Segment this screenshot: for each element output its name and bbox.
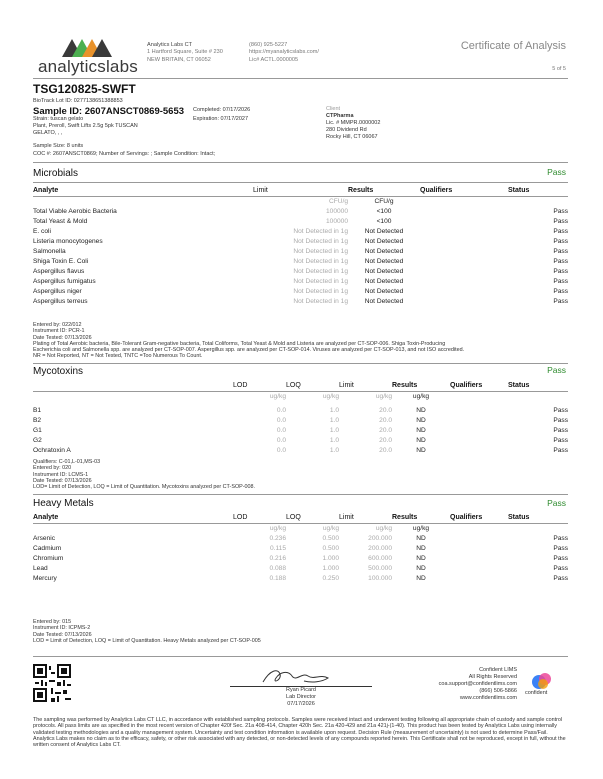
cell-limit: 20.0 (379, 437, 392, 444)
microbials-divider (33, 182, 568, 183)
table-row (33, 237, 568, 247)
unit-loq: ug/kg (322, 525, 339, 532)
cell-result: ND (416, 575, 426, 582)
page-number: 5 of 5 (552, 66, 566, 72)
lab-license: Lic# ACTL.0000005 (249, 56, 299, 63)
cell-limit: Not Detected in 1g (293, 298, 348, 305)
cell-qualifiers_empty (420, 247, 508, 257)
microbials-table (33, 186, 568, 307)
note-line: Escherichia coli and Salmonella spp. are analyzed per CT-SOP-007. Aspergillus spp. are analyzed per CT-SOP-014. Viruses are analyzed per CT-SOP-013, and not ISO accredited. (33, 347, 465, 354)
cell-lod: 0.0 (276, 447, 286, 454)
cell-qualifiers_empty (420, 207, 508, 217)
cell-analyte: Arsenic (33, 535, 55, 542)
mycotoxins-title: Mycotoxins (33, 366, 84, 377)
cell-qualifiers_empty (450, 534, 508, 544)
cell-limit: 20.0 (379, 447, 392, 454)
client-address1: 280 Dividend Rd (326, 127, 367, 133)
cell-analyte: G2 (33, 437, 42, 444)
cell-result: Not Detected (364, 288, 404, 295)
unit-results: ug/kg (412, 393, 430, 400)
cell-result: ND (416, 535, 426, 542)
table-row (33, 257, 568, 267)
mycotoxins-table (33, 381, 568, 456)
cell-result: Not Detected (364, 278, 404, 285)
cell-analyte: Mercury (33, 575, 57, 582)
col-results: Results (348, 187, 374, 194)
cell-qualifiers_empty (420, 277, 508, 287)
cell-loq: 0.250 (322, 575, 339, 582)
cell-result: ND (416, 427, 426, 434)
cell-limit: Not Detected in 1g (293, 238, 348, 245)
cell-status: Pass (553, 218, 568, 225)
cell-limit: 600.000 (368, 555, 392, 562)
cell-status: Pass (553, 427, 568, 434)
sample-details (33, 116, 138, 137)
note-line: NR = Not Reported, NT = Not Tested, TNTC =Too Numerous To Count. (33, 353, 203, 360)
cell-analyte: Chromium (33, 555, 64, 562)
cell-result: ND (416, 545, 426, 552)
col-status: Status (508, 382, 530, 389)
metals-header-row (33, 513, 568, 524)
cell-status: Pass (553, 298, 568, 305)
cell-status: Pass (553, 545, 568, 552)
lab-contact (249, 42, 319, 64)
table-row (33, 207, 568, 217)
cell-limit: 20.0 (379, 407, 392, 414)
cell-analyte: G1 (33, 427, 42, 434)
product-line2: GELATO, , , (33, 130, 63, 136)
cell-qualifiers_empty (450, 426, 508, 436)
cell-limit: 20.0 (379, 427, 392, 434)
cell-analyte: Salmonella (33, 248, 66, 255)
cell-analyte: Total Viable Aerobic Bacteria (33, 208, 117, 215)
mycotoxins-notes (33, 459, 573, 490)
unit-limit: ug/kg (375, 525, 392, 532)
cell-status: Pass (553, 228, 568, 235)
col-analyte: Analyte (33, 187, 59, 194)
col-lod: LOD (233, 514, 248, 521)
lims-rights: All Rights Reserved (468, 674, 517, 680)
cell-analyte: Shiga Toxin E. Coli (33, 258, 89, 265)
col-limit: Limit (253, 187, 268, 194)
mycotoxins-top-divider (33, 363, 568, 364)
cell-status: Pass (553, 258, 568, 265)
unit-lod: ug/kg (269, 525, 286, 532)
col-results: Results (392, 514, 418, 521)
confident-logo-icon (531, 672, 553, 690)
lims-email: coa.support@confidentlims.com (438, 681, 517, 687)
cell-status: Pass (553, 238, 568, 245)
table-row (33, 574, 568, 584)
heavy-metals-title: Heavy Metals (33, 498, 94, 509)
cell-limit: Not Detected in 1g (293, 288, 348, 295)
cell-analyte: Aspergillus fumigatus (33, 278, 96, 285)
note-line: Entered by: 022/012 (33, 322, 82, 328)
heavy-metals-notes (33, 619, 573, 644)
col-limit: Limit (339, 514, 354, 521)
note-line: Qualifiers: C-01,L-01,MS-03 (33, 459, 101, 465)
col-status: Status (508, 514, 530, 521)
cell-qualifiers_empty (420, 287, 508, 297)
cell-qualifiers_empty (450, 554, 508, 564)
cell-analyte: Lead (33, 565, 48, 572)
cell-status: Pass (553, 437, 568, 444)
table-row (33, 426, 568, 436)
cell-loq: 1.000 (322, 565, 339, 572)
cell-analyte: Aspergillus niger (33, 288, 82, 295)
table-row (33, 544, 568, 554)
cell-limit: Not Detected in 1g (293, 228, 348, 235)
cell-qualifiers_empty (450, 436, 508, 446)
table-row (33, 446, 568, 456)
cell-status: Pass (553, 447, 568, 454)
cell-result: Not Detected (364, 238, 404, 245)
strain: Strain: tuscan gelato (33, 116, 84, 122)
cell-limit: Not Detected in 1g (293, 278, 348, 285)
unit-results: CFU/g (374, 198, 394, 205)
cell-analyte: Ochratoxin A (33, 447, 71, 454)
signer-title: Lab Director (286, 694, 316, 700)
cell-analyte: E. coli (33, 228, 51, 235)
lab-name: Analytics Labs CT (147, 42, 193, 48)
cell-result: ND (416, 565, 426, 572)
cell-loq: 1.0 (329, 407, 339, 414)
client-address2: Rocky Hill, CT 06067 (326, 134, 378, 140)
cell-limit: 100000 (325, 208, 348, 215)
unit-limit: ug/kg (375, 393, 392, 400)
cell-qualifiers_empty (450, 574, 508, 584)
mycotoxins-units-row (33, 392, 568, 403)
sample-size: Sample Size: 8 units (33, 143, 84, 149)
cell-analyte: Aspergillus terreus (33, 298, 88, 305)
confident-logo-text: confident (525, 690, 548, 696)
cell-result: ND (416, 447, 426, 454)
cell-status: Pass (553, 555, 568, 562)
disclaimer: The sampling was performed by Analytics Labs CT LLC, in accordance with established sampling protocols. Samples were received intact and underwent testing following all appropriate chain of custody and sample control protocols. All pass limits are as specified in the most recent version of Chapter 420f Sec. 21a 408-414, Chapter 420h Sec. 21a 420-429 and 21a 421j-(1-40). This product has been tested by Analytics Labs using internally validated testing methodologies and a quality management system. Uncertainty and test condition information is available upon request. Decision Rule (measurement of uncertainty) is not used to determine Pass/Fail. Analytics Labs makes no claim as to the efficacy, safety, or other risk associated with any detected, or non-detected levels of any compounds reported herein. This Certificate shall not be reproduced, except in full, without the written consent of Analytics Labs CT. (33, 717, 566, 749)
lab-phone: (860) 925-5227 (249, 42, 288, 48)
col-status: Status (508, 187, 530, 194)
cell-result: Not Detected (364, 298, 404, 305)
cell-limit: Not Detected in 1g (293, 248, 348, 255)
col-loq: LOQ (286, 382, 301, 389)
microbials-header-row (33, 186, 568, 197)
metals-units-row (33, 524, 568, 535)
cell-analyte: Total Yeast & Mold (33, 218, 88, 225)
footer-divider (33, 656, 568, 657)
note-line: Date Tested: 07/13/2026 (33, 334, 92, 341)
cell-status: Pass (553, 417, 568, 424)
col-qualifiers: Qualifiers (420, 187, 453, 194)
cell-limit: 100.000 (368, 575, 392, 582)
note-line: Instrument ID: PCR-1 (33, 328, 85, 335)
cell-result: <100 (376, 208, 392, 215)
logo-text: analyticslabs (38, 57, 138, 76)
cell-qualifiers_empty (420, 257, 508, 267)
note-line: Date Tested: 07/13/2026 (33, 477, 92, 484)
sample-divider (33, 162, 568, 163)
col-lod: LOD (233, 382, 248, 389)
client-label: Client (326, 106, 341, 112)
col-qualifiers: Qualifiers (450, 382, 483, 389)
signer-name: Ryan Picard (286, 687, 316, 693)
col-analyte: Analyte (33, 514, 59, 521)
note-line: Entered by: 020 (33, 465, 72, 472)
sample-id: Sample ID: 2607ANSCT0869-5653 (33, 106, 185, 117)
col-results: Results (392, 382, 418, 389)
cell-status: Pass (553, 407, 568, 414)
cell-analyte: Listeria monocytogenes (33, 238, 103, 245)
cell-lod: 0.115 (269, 545, 286, 552)
cell-limit: 500.000 (368, 565, 392, 572)
completed-date: Completed: 07/17/2026 (193, 107, 251, 113)
cell-result: ND (416, 555, 426, 562)
table-row (33, 554, 568, 564)
note-line: Plating of Total Aerobic bacteria, Bile-Tolerant Gram-negative bacteria, Total Coliforms, Total Yeast & Mold and Listeria are analyzed per CT-SOP-006. Shiga Toxin-Producing (33, 340, 446, 347)
col-qualifiers: Qualifiers (450, 514, 483, 521)
cell-loq: 0.500 (322, 535, 339, 542)
cell-qualifiers_empty (450, 544, 508, 554)
cell-analyte: Aspergillus flavus (33, 268, 85, 275)
unit-loq: ug/kg (322, 393, 339, 400)
cell-lod: 0.088 (269, 565, 286, 572)
cell-loq: 1.000 (322, 555, 339, 562)
document-title: Certificate of Analysis (460, 40, 566, 52)
cell-status: Pass (553, 268, 568, 275)
biotrack-id: BioTrack Lot ID: 0277138651388853 (33, 98, 123, 104)
cell-qualifiers_empty (450, 446, 508, 456)
lab-address2: NEW BRITAIN, CT 06052 (147, 56, 211, 63)
coc: COC #: 2607ANSCT0869; Number of Servings: ; Sample Condition: Intact; (33, 151, 216, 157)
cell-result: Not Detected (364, 258, 404, 265)
cell-status: Pass (553, 248, 568, 255)
cell-lod: 0.216 (269, 555, 286, 562)
cell-qualifiers_empty (420, 217, 508, 227)
col-analyte (33, 381, 233, 392)
cell-status: Pass (553, 208, 568, 215)
cell-status: Pass (553, 535, 568, 542)
mycotoxins-header-row (33, 381, 568, 392)
cell-result: Not Detected (364, 228, 404, 235)
cell-status: Pass (553, 278, 568, 285)
lab-info (147, 42, 223, 64)
note-line: Instrument ID: LCMS-1 (33, 471, 89, 478)
cell-qualifiers_empty (450, 406, 508, 416)
table-row (33, 277, 568, 287)
signature-date: 07/17/2026 (287, 701, 315, 707)
cell-limit: 20.0 (379, 417, 392, 424)
cell-loq: 0.500 (322, 545, 339, 552)
cell-qualifiers_empty (450, 564, 508, 574)
cell-loq: 1.0 (329, 427, 339, 434)
table-row (33, 406, 568, 416)
cell-result: Not Detected (364, 268, 404, 275)
lab-address1: 1 Hartford Square, Suite # 230 (147, 49, 223, 56)
table-row (33, 297, 568, 307)
client-license: Lic. # MMPR.0000002 (326, 120, 381, 126)
cell-qualifiers_empty (420, 227, 508, 237)
client-block (326, 106, 380, 141)
cell-limit: 100000 (325, 218, 348, 225)
signature-block (230, 687, 372, 708)
cell-result: ND (416, 437, 426, 444)
cell-lod: 0.0 (276, 437, 286, 444)
cell-limit: 200.000 (368, 535, 392, 542)
cell-lod: 0.236 (269, 535, 286, 542)
cell-qualifiers_empty (450, 416, 508, 426)
table-row (33, 416, 568, 426)
analytics-labs-logo-icon (62, 37, 112, 57)
cell-limit: Not Detected in 1g (293, 258, 348, 265)
heavy-metals-status: Pass (547, 498, 566, 508)
cell-result: <100 (376, 218, 392, 225)
cell-analyte: B2 (33, 417, 42, 424)
table-row (33, 436, 568, 446)
note-line: Entered by: 015 (33, 619, 72, 625)
cell-analyte: B1 (33, 407, 42, 414)
cell-status: Pass (553, 575, 568, 582)
cell-status: Pass (553, 288, 568, 295)
cell-qualifiers_empty (420, 267, 508, 277)
unit-limit: CFU/g (328, 198, 348, 205)
note-line: LOD= Limit of Detection, LOQ = Limit of Quantitation. Mycotoxins analyzed per CT-SOP-008. (33, 484, 256, 491)
table-row (33, 247, 568, 257)
table-row (33, 534, 568, 544)
sample-code: TSG120825-SWFT (33, 82, 136, 96)
lims-phone: (866) 506-5866 (479, 688, 517, 694)
microbials-notes (33, 322, 573, 360)
col-loq: LOQ (286, 514, 301, 521)
lims-name: Confident LIMS (479, 667, 517, 673)
cell-loq: 1.0 (329, 447, 339, 454)
cell-result: Not Detected (364, 248, 404, 255)
lab-website: https://myanalyticslabs.com/ (249, 49, 319, 56)
cell-limit: Not Detected in 1g (293, 268, 348, 275)
cell-lod: 0.0 (276, 407, 286, 414)
table-row (33, 564, 568, 574)
signature-icon (258, 666, 338, 688)
lims-site: www.confidentlims.com (459, 695, 517, 701)
note-line: LOD = Limit of Detection, LOQ = Limit of Quantitation. Heavy Metals analyzed per CT-SOP-005 (33, 637, 261, 644)
product: Plant, Preroll, Swift Lifts 2.5g 5pk TUSCAN (33, 123, 138, 129)
unit-results: ug/kg (412, 525, 430, 532)
table-row (33, 287, 568, 297)
cell-loq: 1.0 (329, 437, 339, 444)
col-limit: Limit (339, 382, 354, 389)
heavy-metals-table (33, 513, 568, 584)
cell-analyte: Cadmium (33, 545, 62, 552)
cell-status: Pass (553, 565, 568, 572)
cell-result: ND (416, 417, 426, 424)
unit-lod: ug/kg (269, 393, 286, 400)
cell-lod: 0.0 (276, 427, 286, 434)
cell-lod: 0.0 (276, 417, 286, 424)
expiration-date: Expiration: 07/17/2027 (193, 116, 249, 122)
microbials-units-row (33, 197, 568, 208)
mycotoxins-status: Pass (547, 365, 566, 375)
note-line: Instrument ID: ICPMS-2 (33, 625, 91, 632)
microbials-status: Pass (547, 167, 566, 177)
cell-lod: 0.188 (269, 575, 286, 582)
table-row (33, 227, 568, 237)
lims-info (439, 667, 517, 702)
cell-loq: 1.0 (329, 417, 339, 424)
metals-top-divider (33, 494, 568, 495)
table-row (33, 267, 568, 277)
cell-result: ND (416, 407, 426, 414)
cell-limit: 200.000 (368, 545, 392, 552)
qr-code-icon (33, 664, 71, 702)
client-name: CTPharma (326, 113, 354, 119)
table-row (33, 217, 568, 227)
microbials-title: Microbials (33, 168, 79, 179)
cell-qualifiers_empty (420, 297, 508, 307)
note-line: Date Tested: 07/13/2026 (33, 631, 92, 638)
cell-qualifiers_empty (420, 237, 508, 247)
header-divider (33, 78, 568, 79)
